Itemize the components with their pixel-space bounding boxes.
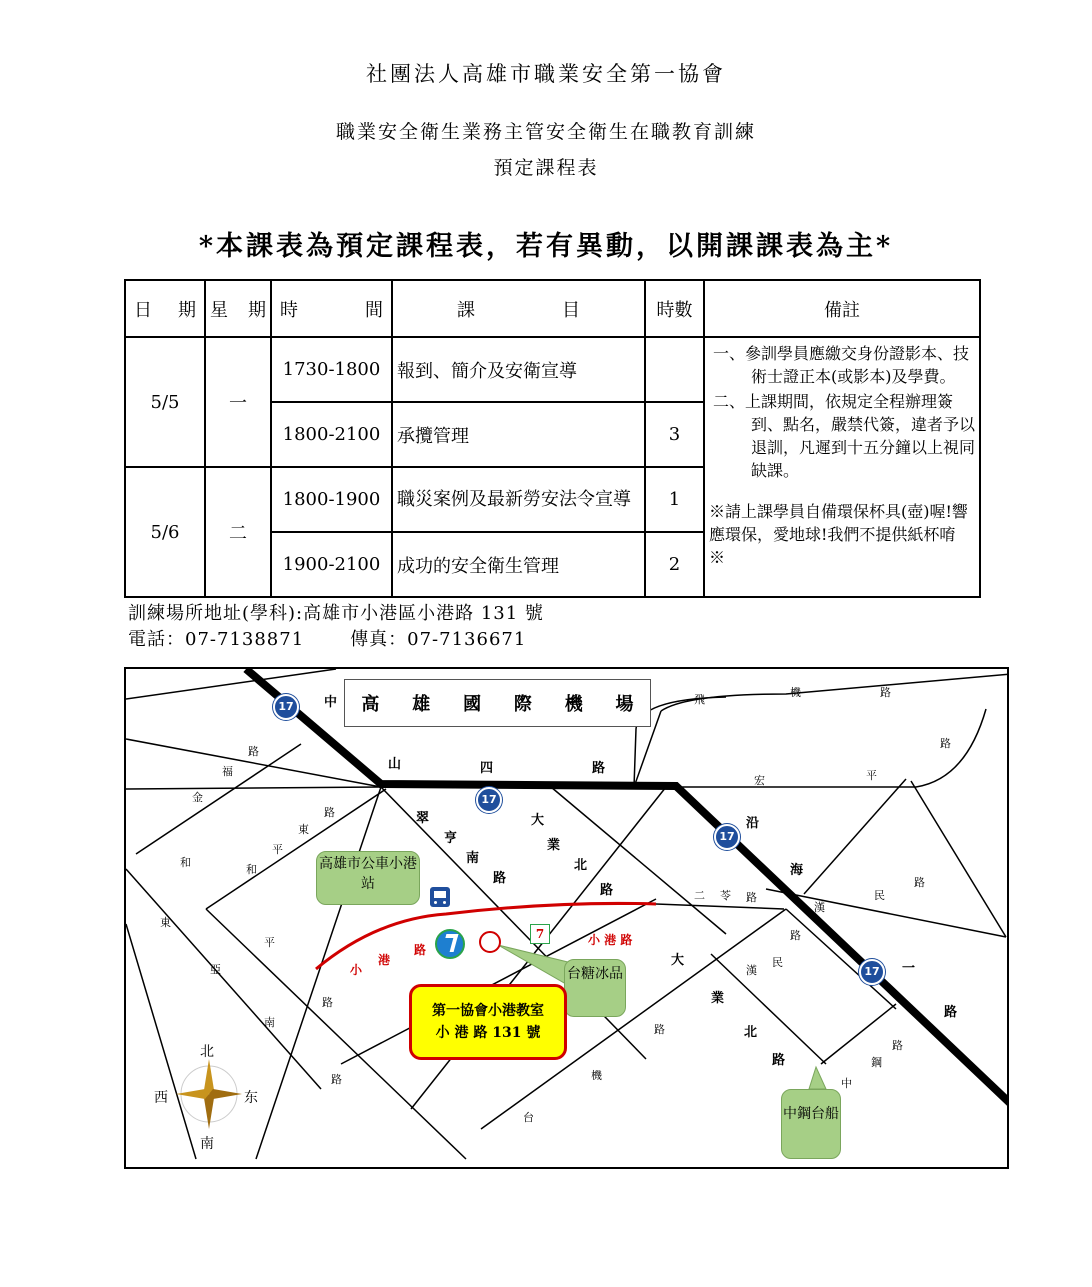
road-label: 路 bbox=[592, 761, 606, 776]
road-label: 路 bbox=[248, 745, 259, 758]
road-label: 路 bbox=[331, 1073, 342, 1086]
hours-cell: 3 bbox=[645, 402, 704, 467]
road-label: 路 bbox=[790, 929, 801, 942]
road-label: 亞 bbox=[210, 963, 221, 976]
highway-17-icon: 17 bbox=[859, 959, 885, 985]
hours-cell: 1 bbox=[645, 467, 704, 532]
road-label: 北 bbox=[744, 1025, 758, 1040]
road-label: 中 bbox=[841, 1077, 852, 1090]
training-address: 訓練場所地址(學科):高雄市小港區小港路 131 號 bbox=[128, 603, 544, 624]
contact-line bbox=[128, 625, 526, 651]
road-label: 平 bbox=[866, 769, 877, 782]
compass-east: 东 bbox=[244, 1090, 258, 1106]
bus-station-label: 高雄市公車小港站 bbox=[316, 851, 420, 905]
highway-17-icon: 17 bbox=[273, 694, 299, 720]
header-remarks: 備註 bbox=[704, 280, 980, 337]
association-logo-icon bbox=[435, 929, 465, 959]
road-label: 翠 bbox=[416, 811, 430, 826]
header-date: 日 期 bbox=[125, 280, 205, 337]
header-weekday: 星 期 bbox=[205, 280, 271, 337]
subject-cell: 報到、簡介及安衛宣導 bbox=[392, 337, 645, 402]
road-label: 路 bbox=[944, 1005, 958, 1020]
header-hours: 時數 bbox=[645, 280, 704, 337]
road-label: 路 bbox=[940, 737, 951, 750]
road-label: 民 bbox=[874, 889, 885, 902]
xiaogang-road-label: 路 bbox=[414, 943, 427, 957]
csc-label: 中鋼台船 bbox=[781, 1089, 841, 1159]
road-label: 金 bbox=[192, 791, 203, 804]
road-label: 路 bbox=[493, 871, 507, 886]
road-label: 機 bbox=[790, 686, 801, 699]
road-label: 機 bbox=[591, 1069, 602, 1082]
road-label: 苓 bbox=[720, 889, 731, 902]
weekday-cell: 一 bbox=[205, 337, 271, 467]
schedule-notice: *本課表為預定課程表，若有異動，以開課課表為主* bbox=[198, 231, 894, 262]
phone-number: 電話：07-7138871 bbox=[128, 629, 305, 650]
table-header-row bbox=[125, 280, 980, 337]
road-label: 和 bbox=[180, 856, 191, 869]
hours-cell bbox=[645, 337, 704, 402]
road-label: 東 bbox=[160, 916, 171, 929]
time-cell: 1800-1900 bbox=[271, 467, 392, 532]
compass-south: 南 bbox=[200, 1136, 214, 1152]
road-label: 一 bbox=[902, 961, 916, 976]
road-label: 東 bbox=[298, 823, 309, 836]
highway-17-icon: 17 bbox=[714, 824, 740, 850]
schedule-subtitle: 預定課程表 bbox=[493, 157, 599, 179]
fax-number: 傳真：07-7136671 bbox=[350, 629, 527, 650]
road-label: 中 bbox=[324, 695, 338, 710]
road-label: 漢 bbox=[746, 964, 757, 977]
remark-note: ※請上課學員自備環保杯具(壺)喔!響應環保，愛地球!我們不提供紙杯唷 ※ bbox=[709, 502, 968, 567]
time-cell: 1900-2100 bbox=[271, 532, 392, 597]
road-label: 南 bbox=[466, 851, 480, 866]
road-label: 路 bbox=[914, 876, 925, 889]
road-label: 北 bbox=[574, 858, 588, 873]
time-cell: 1800-2100 bbox=[271, 402, 392, 467]
road-label: 路 bbox=[654, 1023, 665, 1036]
road-label: 台 bbox=[523, 1111, 534, 1124]
subject-cell: 成功的安全衛生管理 bbox=[392, 532, 645, 597]
location-map bbox=[124, 667, 1009, 1169]
road-label: 四 bbox=[480, 761, 494, 776]
header-subject: 課 目 bbox=[392, 280, 645, 337]
road-label: 業 bbox=[547, 838, 561, 853]
road-label: 路 bbox=[322, 996, 333, 1009]
road-label: 沿 bbox=[746, 816, 760, 831]
road-label: 路 bbox=[772, 1053, 786, 1068]
road-label: 業 bbox=[711, 991, 725, 1006]
road-label: 和 bbox=[246, 863, 257, 876]
course-title: 職業安全衛生業務主管安全衛生在職教育訓練 bbox=[335, 121, 756, 143]
table-row bbox=[125, 337, 980, 402]
xiaogang-road-label: 小 bbox=[350, 963, 363, 977]
road-label: 山 bbox=[388, 757, 402, 772]
subject-cell: 職災案例及最新勞安法令宣導 bbox=[392, 467, 645, 532]
subject-cell: 承攬管理 bbox=[392, 402, 645, 467]
date-cell: 5/6 bbox=[125, 467, 205, 597]
header-time: 時 間 bbox=[271, 280, 392, 337]
road-label: 大 bbox=[671, 953, 685, 968]
bus-icon bbox=[430, 887, 450, 907]
road-label: 大 bbox=[531, 813, 545, 828]
schedule-table bbox=[124, 279, 981, 598]
remark-item-1: 一、參訓學員應繳交身份證影本、技術士證正本(或影本)及學費。 bbox=[713, 344, 970, 386]
airport-label: 高 雄 國 際 機 場 bbox=[344, 679, 651, 727]
organization-title: 社團法人高雄市職業安全第一協會 bbox=[366, 62, 726, 86]
seven-eleven-icon: 7 bbox=[530, 924, 550, 944]
road-label: 宏 bbox=[754, 774, 765, 787]
road-label: 路 bbox=[600, 883, 614, 898]
road-label: 路 bbox=[880, 686, 891, 699]
road-label: 民 bbox=[772, 956, 783, 969]
road-label: 亨 bbox=[444, 831, 458, 846]
road-label: 海 bbox=[790, 863, 804, 878]
compass-north: 北 bbox=[200, 1044, 214, 1060]
hours-cell: 2 bbox=[645, 532, 704, 597]
date-cell: 5/5 bbox=[125, 337, 205, 467]
road-label: 二 bbox=[694, 889, 705, 902]
road-label: 平 bbox=[272, 843, 283, 856]
road-label: 平 bbox=[264, 936, 275, 949]
weekday-cell: 二 bbox=[205, 467, 271, 597]
taisugar-label: 台糖冰品 bbox=[564, 959, 626, 1017]
road-label: 路 bbox=[324, 806, 335, 819]
xiaogang-road-label-east: 小 港 路 bbox=[588, 933, 633, 947]
taisugar-logo-icon bbox=[479, 931, 501, 953]
road-label: 鋼 bbox=[871, 1056, 882, 1069]
remarks-cell bbox=[704, 337, 980, 597]
xiaogang-road-label: 港 bbox=[378, 953, 391, 967]
highway-17-icon: 17 bbox=[476, 787, 502, 813]
road-label: 飛 bbox=[694, 693, 705, 706]
road-label: 福 bbox=[222, 765, 233, 778]
classroom-label: 第一協會小港教室 小 港 路 131 號 bbox=[409, 984, 567, 1060]
road-label: 漢 bbox=[814, 901, 825, 914]
road-label: 南 bbox=[264, 1016, 275, 1029]
remark-item-2: 二、上課期間，依規定全程辦理簽到、點名，嚴禁代簽，違者予以退訓，凡遲到十五分鐘以上視同缺課。 bbox=[713, 392, 976, 480]
road-label: 路 bbox=[746, 891, 757, 904]
compass-west: 西 bbox=[154, 1090, 168, 1106]
compass-icon bbox=[174, 1054, 244, 1134]
road-label: 路 bbox=[892, 1039, 903, 1052]
time-cell: 1730-1800 bbox=[271, 337, 392, 402]
